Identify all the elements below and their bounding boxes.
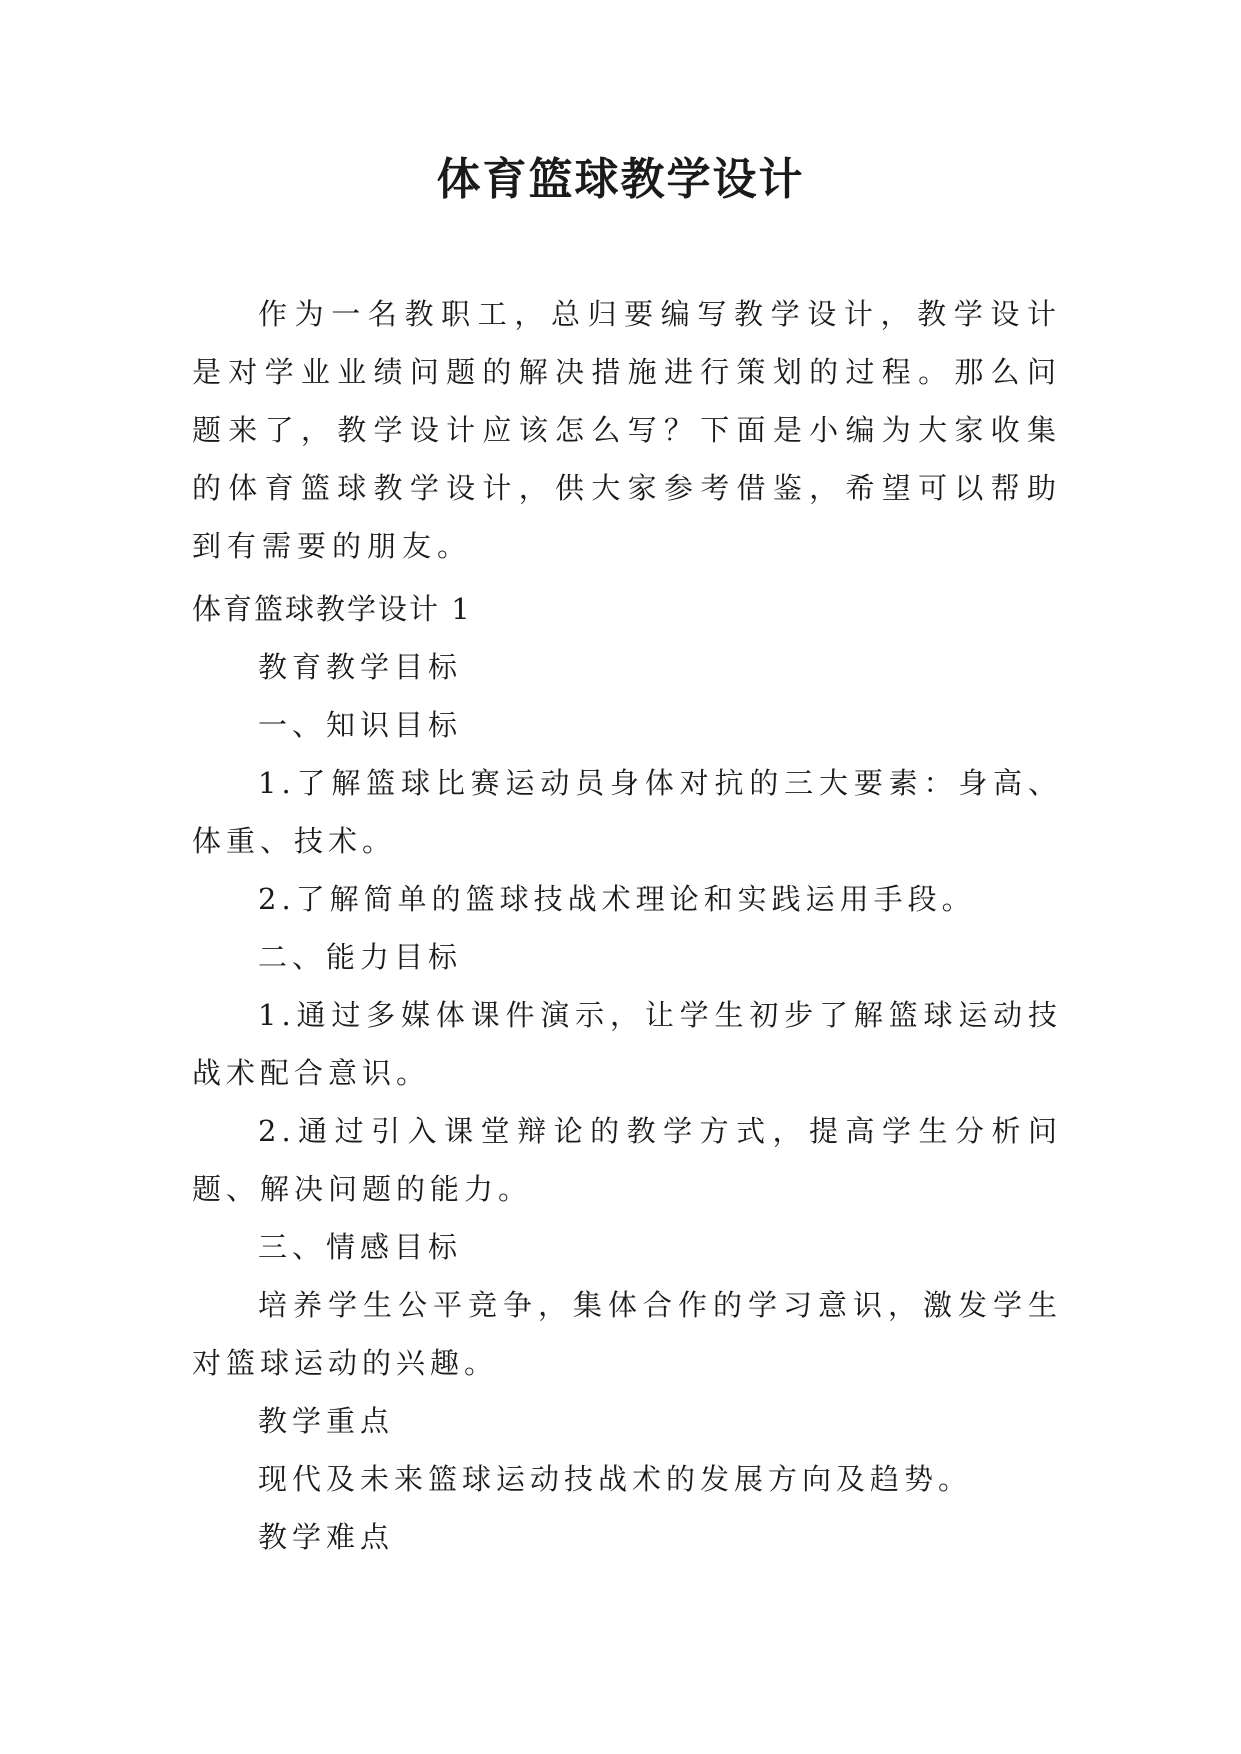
heading-teaching-objectives: 教育教学目标 <box>258 650 463 684</box>
paragraph: 现代及未来篮球运动技战术的发展方向及趋势。 <box>258 1462 973 1496</box>
list-item: 2.通过引入课堂辩论的教学方式，提高学生分析问题、解决问题的能力。 <box>192 1114 1062 1206</box>
document-body <box>192 580 1062 1566</box>
heading-emotional-objectives: 三、情感目标 <box>258 1230 463 1264</box>
document-title: 体育篮球教学设计 <box>436 154 805 205</box>
list-item: 1.通过多媒体课件演示，让学生初步了解篮球运动技战术配合意识。 <box>192 998 1062 1090</box>
paragraph: 培养学生公平竞争，集体合作的学习意识，激发学生对篮球运动的兴趣。 <box>192 1288 1062 1380</box>
list-item: 1.了解篮球比赛运动员身体对抗的三大要素：身高、体重、技术。 <box>192 766 1062 858</box>
intro-text: 作为一名教职工，总归要编写教学设计，教学设计是对学业业绩问题的解决措施进行策划的过程。那么问题来了，教学设计应该怎么写？下面是小编为大家收集的体育篮球教学设计，供大家参考借鉴，希望可以帮助到有需要的朋友。 <box>192 297 1062 563</box>
heading-teaching-focus: 教学重点 <box>258 1404 395 1438</box>
heading-knowledge-objectives: 一、知识目标 <box>258 708 463 742</box>
heading-ability-objectives: 二、能力目标 <box>258 940 463 974</box>
section-heading: 体育篮球教学设计 1 <box>192 592 472 626</box>
list-item: 2.了解简单的篮球技战术理论和实践运用手段。 <box>258 882 976 916</box>
heading-teaching-difficulty: 教学难点 <box>258 1520 395 1554</box>
intro-paragraph <box>192 285 1062 575</box>
